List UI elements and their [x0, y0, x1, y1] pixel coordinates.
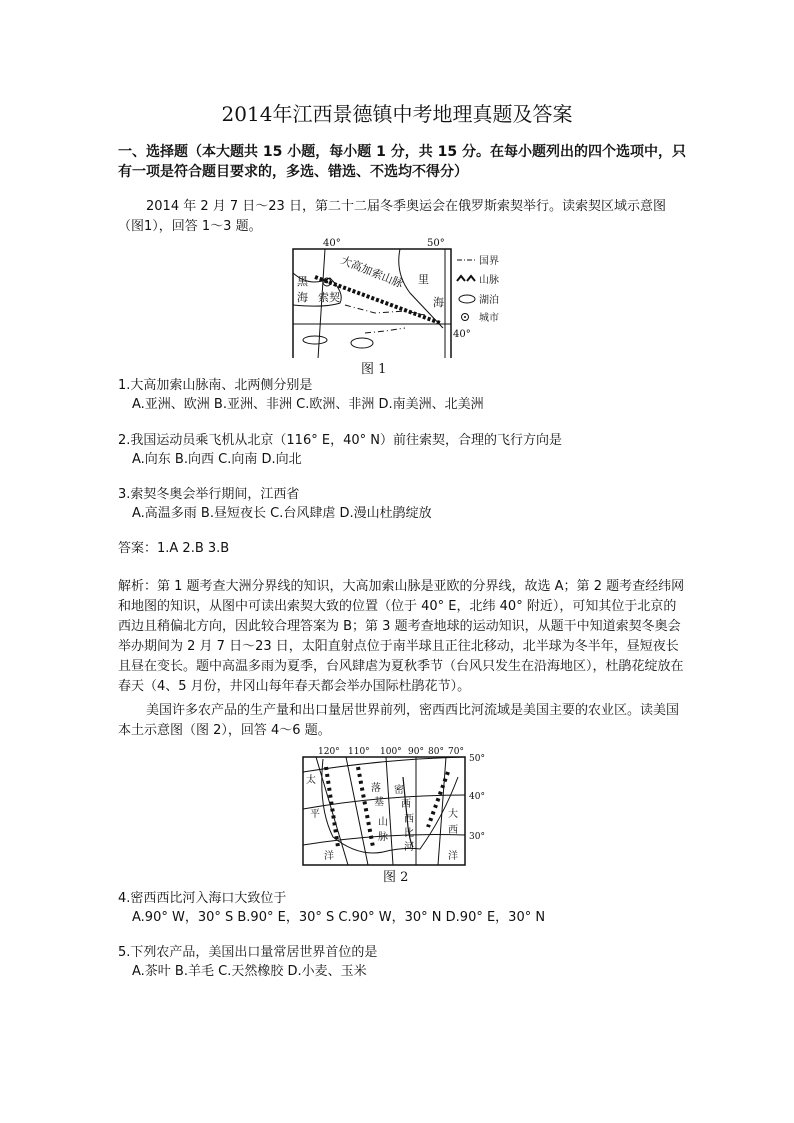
- pacific-label-2: 平: [310, 809, 320, 820]
- mississippi-label-1: 密: [394, 785, 404, 796]
- mississippi-label-4: 比: [404, 828, 414, 839]
- section-heading-line2: 有一项是符合题目要求的，多选、错选、不选均不得分）: [118, 164, 468, 180]
- legend-border: 国界: [479, 256, 499, 267]
- legend-mountain: 山脉: [479, 275, 499, 286]
- intro-paragraph-2: 美国许多农产品的生产量和出口量居世界前列，密西西比河流域是美国主要的农业区。读美国本土示意图（图 2），回答 4～6 题。: [118, 703, 680, 738]
- mississippi-label-3: 西: [404, 814, 414, 825]
- caspian-label-2: 海: [433, 296, 444, 309]
- mississippi-label-5: 河: [404, 842, 414, 853]
- rocky-label-4: 脉: [378, 832, 388, 843]
- lon-80-label: 80°: [428, 747, 444, 757]
- figure-1-map: [285, 233, 535, 358]
- figure-2: [298, 747, 508, 887]
- figure-1-caption: 图 1: [361, 362, 387, 377]
- black-sea-label-1: 黑: [297, 275, 308, 288]
- q4-options: A.90° W，30° S B.90° E，30° S C.90° W，30° N D.90° E，30° N: [132, 910, 546, 925]
- figure-2-map: [298, 747, 508, 869]
- black-sea-label-2: 海: [297, 291, 308, 304]
- mountain-legend-icon: [457, 276, 475, 281]
- lat-50-label: 50°: [469, 754, 485, 764]
- city-label: 索契: [318, 291, 340, 304]
- atlantic-label-3: 洋: [448, 851, 458, 862]
- lon-50-label: 50°: [427, 238, 445, 249]
- legend-city: 城市: [479, 313, 499, 324]
- figure-2-caption: 图 2: [383, 870, 409, 885]
- lon-90-label: 90°: [408, 747, 424, 757]
- atlantic-label-2: 西: [448, 825, 458, 836]
- lat-40-label: 40°: [453, 329, 471, 340]
- lon-120-label: 120°: [318, 747, 340, 757]
- legend-lake: 湖泊: [479, 295, 499, 306]
- analysis-paragraph: 解析：第 1 题考查大洲分界线的知识，大高加索山脉是亚欧的分界线，故选 A；第 2 题考查经纬网和地图的知识，从图中可读出索契大致的位置（位于 40° E，北纬 40° 附近），可知其位于北京的西边且稍偏北方向，因此较合理答案为 B；第 3 题考查地球的运动知识，从题干中知道索契冬奥会举办期间为 2 月 7 日～23 日，太阳直射点位于南半球且正往北移动，北半球为冬半年，昼短夜长且昼在变长。题中高温多雨为夏季，台风肆虐为夏秋季节（台风只发生在沿海地区），杜鹃花绽放在春天（4、5 月份，井冈山每年春天都会举办国际杜鹃花节）。: [118, 579, 685, 694]
- q4-stem: 4.密西西比河入海口大致位于: [118, 891, 287, 906]
- rocky-label-3: 山: [378, 817, 388, 828]
- lake-legend-icon: [459, 295, 475, 303]
- q2-stem: 2.我国运动员乘飞机从北京（116° E，40° N）前往索契，合理的飞行方向是: [118, 433, 562, 448]
- lon-100-label: 100°: [380, 747, 402, 757]
- lon-110-label: 110°: [348, 747, 370, 757]
- caspian-label-1: 里: [418, 273, 429, 286]
- q3-stem: 3.索契冬奥会举行期间，江西省: [118, 487, 300, 502]
- q1-stem: 1.大高加索山脉南、北两侧分别是: [118, 378, 313, 393]
- intro-paragraph-1: 2014 年 2 月 7 日～23 日，第二十二届冬季奥运会在俄罗斯索契举行。读索契区域示意图（图1），回答 1～3 题。: [118, 199, 666, 234]
- rocky-label-2: 基: [374, 797, 384, 808]
- rocky-label-1: 落: [371, 783, 381, 794]
- q5-options: A.茶叶 B.羊毛 C.天然橡胶 D.小麦、玉米: [132, 964, 367, 979]
- atlantic-label-1: 大: [448, 809, 458, 820]
- section-heading-line1: 一、选择题（本大题共 15 小题，每小题 1 分，共 15 分。在每小题列出的四个选项中，只: [118, 144, 686, 160]
- lower-section: [118, 577, 686, 981]
- mountain-label: 大高加索山脉: [338, 253, 405, 291]
- pacific-label-1: 太: [306, 775, 316, 786]
- q3-options: A.高温多雨 B.昼短夜长 C.台风肆虐 D.漫山杜鹃绽放: [132, 506, 432, 521]
- answer-1-3: 答案：1.A 2.B 3.B: [118, 541, 230, 556]
- lat-40-label: 40°: [469, 792, 485, 802]
- lat-30-label: 30°: [469, 832, 485, 842]
- q1-options: A.亚洲、欧洲 B.亚洲、非洲 C.欧洲、非洲 D.南美洲、北美洲: [132, 397, 484, 412]
- pacific-label-3: 洋: [324, 851, 334, 862]
- lon-40-label: 40°: [323, 238, 341, 249]
- q2-options: A.向东 B.向西 C.向南 D.向北: [132, 452, 302, 467]
- q5-stem: 5.下列农产品，美国出口量常居世界首位的是: [118, 945, 378, 960]
- page-title: 2014年江西景德镇中考地理真题及答案: [221, 102, 573, 126]
- mississippi-label-2: 西: [401, 799, 411, 810]
- lon-70-label: 70°: [448, 747, 464, 757]
